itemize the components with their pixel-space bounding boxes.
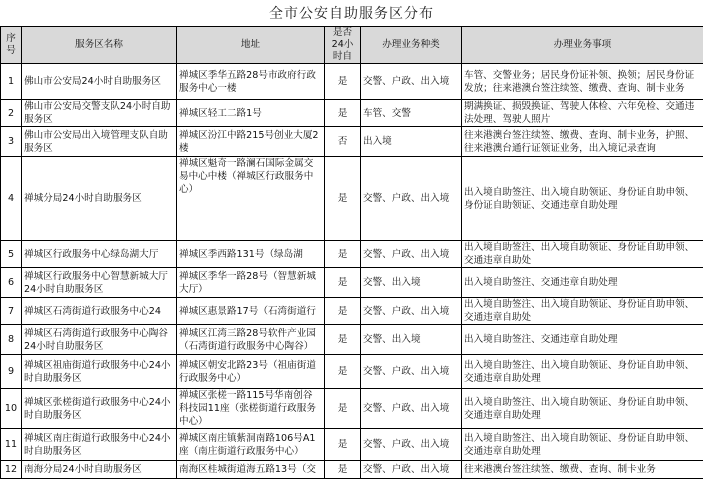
open-24h: 是: [325, 461, 361, 479]
business-items: 出入境自助签注、交通违章自助处理: [462, 268, 703, 298]
business-items: 往来港澳台签注续签、缴费、查询、制卡业务: [462, 461, 703, 479]
business-types: 交警、户政、出入境: [361, 241, 462, 268]
row-number: 9: [1, 355, 22, 389]
service-area-address: 禅城区江湾三路28号软件产业园（石湾街道行政服务中心陶谷）: [177, 325, 325, 355]
service-area-name: 禅城区祖庙街道行政服务中心24小时自助服务区: [22, 355, 177, 389]
business-items: 出入境自助签注、出入境自助领证、身份证自助申领、交通违章自助处: [462, 298, 703, 325]
service-area-name: 佛山市公安局出入境管理支队自助服务区: [22, 127, 177, 157]
header-24h: 是否24小时自: [325, 27, 361, 64]
service-area-address: 禅城区张槎一路115号华南创谷科技园11座（张槎街道行政服务中心）: [177, 389, 325, 429]
business-types: 交警、户政、出入境: [361, 355, 462, 389]
row-number: 5: [1, 241, 22, 268]
business-items: 期满换证、损毁换证、驾驶人体检、六年免检、交通违法处理、驾驶人照片: [462, 100, 703, 127]
table-row: [1, 389, 703, 429]
service-area-address: 禅城区惠景路17号（石湾街道行: [177, 298, 325, 325]
open-24h: 是: [325, 157, 361, 241]
service-area-address: 禅城区季西路131号（绿岛湖: [177, 241, 325, 268]
service-area-name: 禅城区石湾街道行政服务中心陶谷24小时自助服务区: [22, 325, 177, 355]
business-items: 出入境自助签注、出入境自助领证、身份证自助申领、交通违章自助处: [462, 241, 703, 268]
service-area-address: 禅城区朝安北路23号（祖庙街道行政服务中心）: [177, 355, 325, 389]
service-area-address: 禅城区魁奇一路澜石国际金属交易中心中楼（禅城区行政服务中心）: [177, 157, 325, 241]
service-area-name: 佛山市公安局交警支队24小时自助服务区: [22, 100, 177, 127]
business-types: 交警、户政、出入境: [361, 298, 462, 325]
table-row: [1, 355, 703, 389]
row-number: 3: [1, 127, 22, 157]
table-row: [1, 64, 703, 100]
open-24h: 是: [325, 100, 361, 127]
table-row: [1, 298, 703, 325]
service-area-address: 禅城区汾江中路215号创业大厦2楼: [177, 127, 325, 157]
header-items: 办理业务事项: [462, 27, 703, 64]
header-name: 服务区名称: [22, 27, 177, 64]
header-no: 序号: [1, 27, 22, 64]
open-24h: 是: [325, 429, 361, 461]
row-number: 12: [1, 461, 22, 479]
business-types: 交警、户政、出入境: [361, 429, 462, 461]
business-items: 往来港澳台签注续签、缴费、查询、制卡业务，护照、往来港澳台通行证领证业务，出入境记录查询: [462, 127, 703, 157]
open-24h: 是: [325, 355, 361, 389]
service-area-name: 禅城区张槎街道行政服务中心24小时自助服务区: [22, 389, 177, 429]
business-types: 出入境: [361, 127, 462, 157]
service-area-address: 禅城区轻工二路1号: [177, 100, 325, 127]
business-items: 出入境自助签注、交通违章自助处理: [462, 325, 703, 355]
table-row: [1, 127, 703, 157]
service-area-name: 佛山市公安局24小时自助服务区: [22, 64, 177, 100]
open-24h: 是: [325, 268, 361, 298]
business-types: 交警、户政、出入境: [361, 64, 462, 100]
service-area-name: 禅城区行政服务中心智慧新城大厅24小时自助服务区: [22, 268, 177, 298]
open-24h: 是: [325, 64, 361, 100]
open-24h: 是: [325, 298, 361, 325]
table-row: [1, 429, 703, 461]
header-address: 地址: [177, 27, 325, 64]
page-title: 全市公安自助服务区分布: [269, 6, 434, 22]
service-area-name: 禅城区南庄街道行政服务中心24小时自助服务区: [22, 429, 177, 461]
service-area-name: 禅城分局24小时自助服务区: [22, 157, 177, 241]
table-row: [1, 157, 703, 241]
row-number: 11: [1, 429, 22, 461]
service-area-name: 南海分局24小时自助服务区: [22, 461, 177, 479]
service-area-address: 禅城区南庄镇紫洞南路106号A1座（南庄街道行政服务中心）: [177, 429, 325, 461]
table-row: [1, 461, 703, 479]
business-items: 车管、交警业务；居民身份证补领、换领；居民身份证发放；往来港澳台签注续签、缴费、查询、制卡业务: [462, 64, 703, 100]
service-area-table: [0, 26, 703, 479]
table-row: [1, 100, 703, 127]
business-items: 出入境自助签注、出入境自助领证、身份证自助申领、身份证自助领证、交通违章自助处理: [462, 157, 703, 241]
table-header-row: [1, 27, 703, 64]
row-number: 8: [1, 325, 22, 355]
business-types: 交警、户政、出入境: [361, 389, 462, 429]
row-number: 10: [1, 389, 22, 429]
open-24h: 否: [325, 127, 361, 157]
row-number: 4: [1, 157, 22, 241]
business-types: 交警、户政、出入境: [361, 157, 462, 241]
business-types: 交警、出入境: [361, 325, 462, 355]
table-body: [1, 64, 703, 479]
service-area-address: 南海区桂城街道海五路13号（交: [177, 461, 325, 479]
row-number: 2: [1, 100, 22, 127]
open-24h: 是: [325, 325, 361, 355]
business-types: 车管、交警: [361, 100, 462, 127]
service-area-address: 禅城区季华五路28号市政府行政服务中心一楼: [177, 64, 325, 100]
table-row: [1, 268, 703, 298]
business-types: 交警、出入境: [361, 268, 462, 298]
open-24h: 是: [325, 389, 361, 429]
row-number: 7: [1, 298, 22, 325]
header-types: 办理业务种类: [361, 27, 462, 64]
table-row: [1, 241, 703, 268]
table-row: [1, 325, 703, 355]
business-items: 出入境自助签注、出入境自助领证、身份证自助申领、交通违章自助处理: [462, 429, 703, 461]
business-items: 出入境自助签注、出入境自助领证、身份证自助申领、交通违章自助处理: [462, 389, 703, 429]
service-area-address: 禅城区季华一路28号（智慧新城大厅）: [177, 268, 325, 298]
row-number: 6: [1, 268, 22, 298]
open-24h: 是: [325, 241, 361, 268]
service-area-name: 禅城区石湾街道行政服务中心24: [22, 298, 177, 325]
service-area-name: 禅城区行政服务中心绿岛湖大厅: [22, 241, 177, 268]
business-types: 交警、户政、出入境: [361, 461, 462, 479]
business-items: 出入境自助签注、出入境自助领证、身份证自助申领、交通违章自助处理: [462, 355, 703, 389]
row-number: 1: [1, 64, 22, 100]
